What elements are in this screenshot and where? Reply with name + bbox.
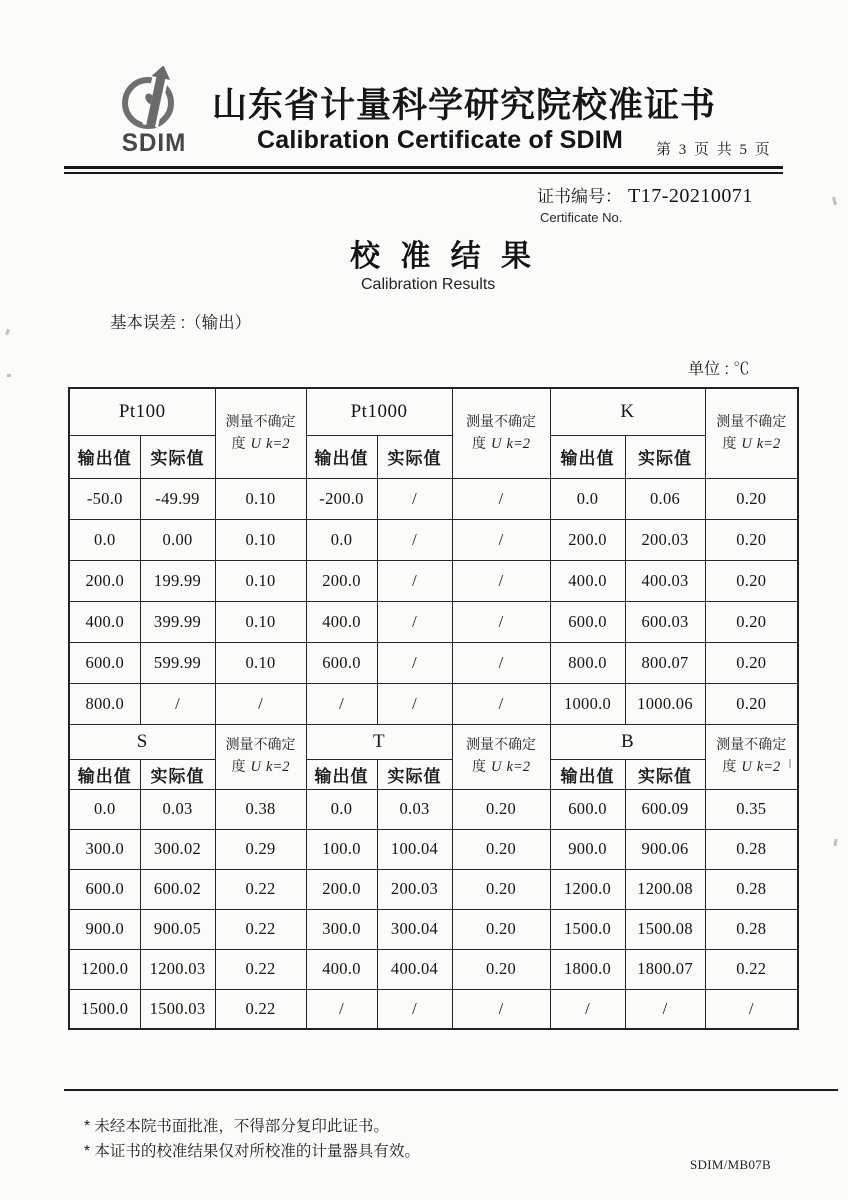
value-cell: -49.99 (140, 478, 215, 519)
value-cell: 0.28 (705, 869, 798, 909)
uncertainty-line1: 测量不确定 (716, 413, 787, 430)
uncertainty-line2: 度 U k=2 (722, 434, 781, 452)
scan-speck (7, 374, 11, 377)
basic-error-label: 基本误差 :（输出） (110, 314, 252, 332)
value-cell: 1200.0 (550, 869, 625, 909)
uncertainty-line2: 度 U k=2 (472, 434, 531, 452)
value-cell: / (625, 989, 705, 1029)
value-cell: 1200.08 (625, 869, 705, 909)
certificate-no-label-cn: 证书编号： (537, 187, 622, 206)
value-cell: 400.03 (625, 560, 705, 601)
footnote: * 本证书的校准结果仅对所校准的计量器具有效。 (84, 1143, 420, 1160)
value-cell: 400.0 (306, 601, 377, 642)
value-cell: 800.07 (625, 642, 705, 683)
table-row (69, 478, 798, 519)
value-cell: 200.03 (377, 869, 452, 909)
value-cell: / (452, 560, 550, 601)
value-cell: 0.00 (140, 519, 215, 560)
scan-speck (833, 839, 837, 846)
value-cell: 1000.06 (625, 683, 705, 724)
value-cell: 0.20 (452, 869, 550, 909)
value-cell: 0.22 (215, 869, 306, 909)
value-cell: 400.0 (69, 601, 140, 642)
group-header-s: S (69, 724, 215, 759)
value-cell: 900.06 (625, 829, 705, 869)
sdim-emblem-icon (120, 66, 184, 132)
value-cell: 600.03 (625, 601, 705, 642)
value-cell: 600.02 (140, 869, 215, 909)
value-cell: 0.22 (215, 909, 306, 949)
uncertainty-line2: 度 U k=2 (231, 434, 290, 452)
value-cell: 600.0 (306, 642, 377, 683)
value-cell: / (306, 989, 377, 1029)
scan-speck (5, 329, 10, 336)
value-cell: / (705, 989, 798, 1029)
value-cell: / (550, 989, 625, 1029)
value-cell: 400.0 (550, 560, 625, 601)
value-cell: / (377, 478, 452, 519)
section-title-en: Calibration Results (361, 276, 496, 293)
value-cell: 0.20 (705, 519, 798, 560)
value-cell: 400.0 (306, 949, 377, 989)
value-cell: 300.04 (377, 909, 452, 949)
col-header-output: 输出值 (69, 435, 140, 478)
value-cell: 600.0 (550, 601, 625, 642)
table-row (69, 519, 798, 560)
uncertainty-header (452, 724, 550, 789)
value-cell: 300.0 (306, 909, 377, 949)
col-header-actual: 实际值 (377, 435, 452, 478)
value-cell: 0.20 (452, 909, 550, 949)
uncertainty-line2: 度 U k=2 (722, 758, 781, 776)
col-header-output: 输出值 (69, 759, 140, 789)
col-header-actual: 实际值 (625, 759, 705, 789)
table-row (69, 683, 798, 724)
value-cell: 0.10 (215, 519, 306, 560)
value-cell: 0.29 (215, 829, 306, 869)
value-cell: / (377, 601, 452, 642)
value-cell: 200.0 (306, 869, 377, 909)
value-cell: / (452, 519, 550, 560)
value-cell: 200.03 (625, 519, 705, 560)
value-cell: 0.20 (705, 642, 798, 683)
value-cell: 0.06 (625, 478, 705, 519)
group-header-t: T (306, 724, 452, 759)
table-row (69, 560, 798, 601)
table-row (69, 789, 798, 829)
value-cell: 600.0 (550, 789, 625, 829)
table-group-header-row (69, 388, 798, 435)
uncertainty-line2: 度 U k=2 (231, 758, 290, 776)
uncertainty-header (452, 388, 550, 478)
value-cell: 1800.07 (625, 949, 705, 989)
value-cell: 0.10 (215, 560, 306, 601)
scan-speck (789, 759, 791, 768)
value-cell: 0.20 (705, 601, 798, 642)
uncertainty-header (215, 724, 306, 789)
value-cell: 200.0 (306, 560, 377, 601)
value-cell: / (452, 989, 550, 1029)
value-cell: 399.99 (140, 601, 215, 642)
value-cell: 0.0 (550, 478, 625, 519)
value-cell: -50.0 (69, 478, 140, 519)
value-cell: 900.0 (69, 909, 140, 949)
table-subheader-row (69, 435, 798, 478)
table-row (69, 601, 798, 642)
value-cell: 100.0 (306, 829, 377, 869)
value-cell: -200.0 (306, 478, 377, 519)
col-header-actual: 实际值 (140, 759, 215, 789)
table-subheader-row (69, 759, 798, 789)
value-cell: 0.20 (705, 683, 798, 724)
certificate-no-value: T17-20210071 (628, 185, 753, 207)
value-cell: / (377, 560, 452, 601)
value-cell: 300.02 (140, 829, 215, 869)
value-cell: 800.0 (69, 683, 140, 724)
header-divider (64, 166, 783, 174)
value-cell: 199.99 (140, 560, 215, 601)
value-cell: / (452, 683, 550, 724)
col-header-output: 输出值 (306, 759, 377, 789)
value-cell: 0.03 (377, 789, 452, 829)
group-header-pt100: Pt100 (69, 388, 215, 435)
value-cell: 0.10 (215, 642, 306, 683)
value-cell: 600.0 (69, 642, 140, 683)
certificate-title-en: Calibration Certificate of SDIM (257, 126, 623, 154)
value-cell: 1800.0 (550, 949, 625, 989)
value-cell: 0.28 (705, 829, 798, 869)
footer-divider (64, 1089, 838, 1091)
value-cell: 0.20 (705, 560, 798, 601)
uncertainty-line1: 测量不确定 (716, 736, 787, 753)
form-code: SDIM/MB07B (690, 1157, 772, 1172)
table-row (69, 829, 798, 869)
group-header-k: K (550, 388, 705, 435)
table-row (69, 989, 798, 1029)
value-cell: 600.09 (625, 789, 705, 829)
uncertainty-line1: 测量不确定 (466, 413, 537, 430)
value-cell: 0.22 (215, 949, 306, 989)
value-cell: 300.0 (69, 829, 140, 869)
uncertainty-line1: 测量不确定 (225, 736, 296, 753)
value-cell: 0.03 (140, 789, 215, 829)
col-header-output: 输出值 (306, 435, 377, 478)
calibration-table-body (69, 388, 798, 1029)
value-cell: 600.0 (69, 869, 140, 909)
col-header-actual: 实际值 (377, 759, 452, 789)
uncertainty-header (215, 388, 306, 478)
col-header-output: 输出值 (550, 435, 625, 478)
value-cell: / (377, 989, 452, 1029)
value-cell: / (140, 683, 215, 724)
value-cell: 1500.08 (625, 909, 705, 949)
value-cell: / (377, 683, 452, 724)
footnotes (84, 1114, 420, 1164)
value-cell: 1000.0 (550, 683, 625, 724)
value-cell: 900.0 (550, 829, 625, 869)
uncertainty-header (705, 724, 798, 789)
value-cell: 1500.0 (550, 909, 625, 949)
value-cell: 400.04 (377, 949, 452, 989)
value-cell: 1200.03 (140, 949, 215, 989)
value-cell: 200.0 (550, 519, 625, 560)
value-cell: 1500.03 (140, 989, 215, 1029)
value-cell: 0.20 (452, 829, 550, 869)
certificate-no-label-en: Certificate No. (540, 210, 623, 225)
sdim-logo-text: SDIM (121, 129, 187, 157)
certificate-title-cn: 山东省计量科学研究院校准证书 (212, 86, 717, 125)
value-cell: / (306, 683, 377, 724)
table-row (69, 949, 798, 989)
calibration-results-table (68, 387, 799, 1030)
uncertainty-line2: 度 U k=2 (472, 758, 531, 776)
value-cell: / (377, 519, 452, 560)
value-cell: 0.28 (705, 909, 798, 949)
value-cell: 1200.0 (69, 949, 140, 989)
value-cell: / (377, 642, 452, 683)
value-cell: 0.20 (452, 949, 550, 989)
value-cell: 599.99 (140, 642, 215, 683)
col-header-actual: 实际值 (140, 435, 215, 478)
unit-label: 单位 : ℃ (688, 361, 750, 378)
value-cell: 0.38 (215, 789, 306, 829)
value-cell: 1500.0 (69, 989, 140, 1029)
value-cell: 0.0 (69, 519, 140, 560)
value-cell: 100.04 (377, 829, 452, 869)
value-cell: 0.20 (452, 789, 550, 829)
value-cell: 200.0 (69, 560, 140, 601)
table-group-header-row (69, 724, 798, 759)
value-cell: 0.0 (306, 519, 377, 560)
table-row (69, 642, 798, 683)
col-header-output: 输出值 (550, 759, 625, 789)
value-cell: 0.10 (215, 601, 306, 642)
scan-speck (832, 197, 837, 206)
value-cell: 0.0 (69, 789, 140, 829)
value-cell: 0.0 (306, 789, 377, 829)
value-cell: 0.22 (215, 989, 306, 1029)
value-cell: / (452, 642, 550, 683)
value-cell: / (452, 478, 550, 519)
group-header-b: B (550, 724, 705, 759)
uncertainty-line1: 测量不确定 (225, 413, 296, 430)
col-header-actual: 实际值 (625, 435, 705, 478)
value-cell: 0.35 (705, 789, 798, 829)
value-cell: / (452, 601, 550, 642)
group-header-pt1000: Pt1000 (306, 388, 452, 435)
page-number: 第 3 页 共 5 页 (656, 142, 772, 158)
certificate-number (537, 182, 753, 208)
uncertainty-line1: 测量不确定 (466, 736, 537, 753)
value-cell: 0.20 (705, 478, 798, 519)
section-title-cn: 校 准 结 果 (350, 240, 538, 273)
value-cell: 900.05 (140, 909, 215, 949)
value-cell: / (215, 683, 306, 724)
table-row (69, 909, 798, 949)
table-row (69, 869, 798, 909)
value-cell: 0.10 (215, 478, 306, 519)
value-cell: 0.22 (705, 949, 798, 989)
footnote: * 未经本院书面批准，不得部分复印此证书。 (84, 1118, 389, 1135)
value-cell: 800.0 (550, 642, 625, 683)
uncertainty-header (705, 388, 798, 478)
